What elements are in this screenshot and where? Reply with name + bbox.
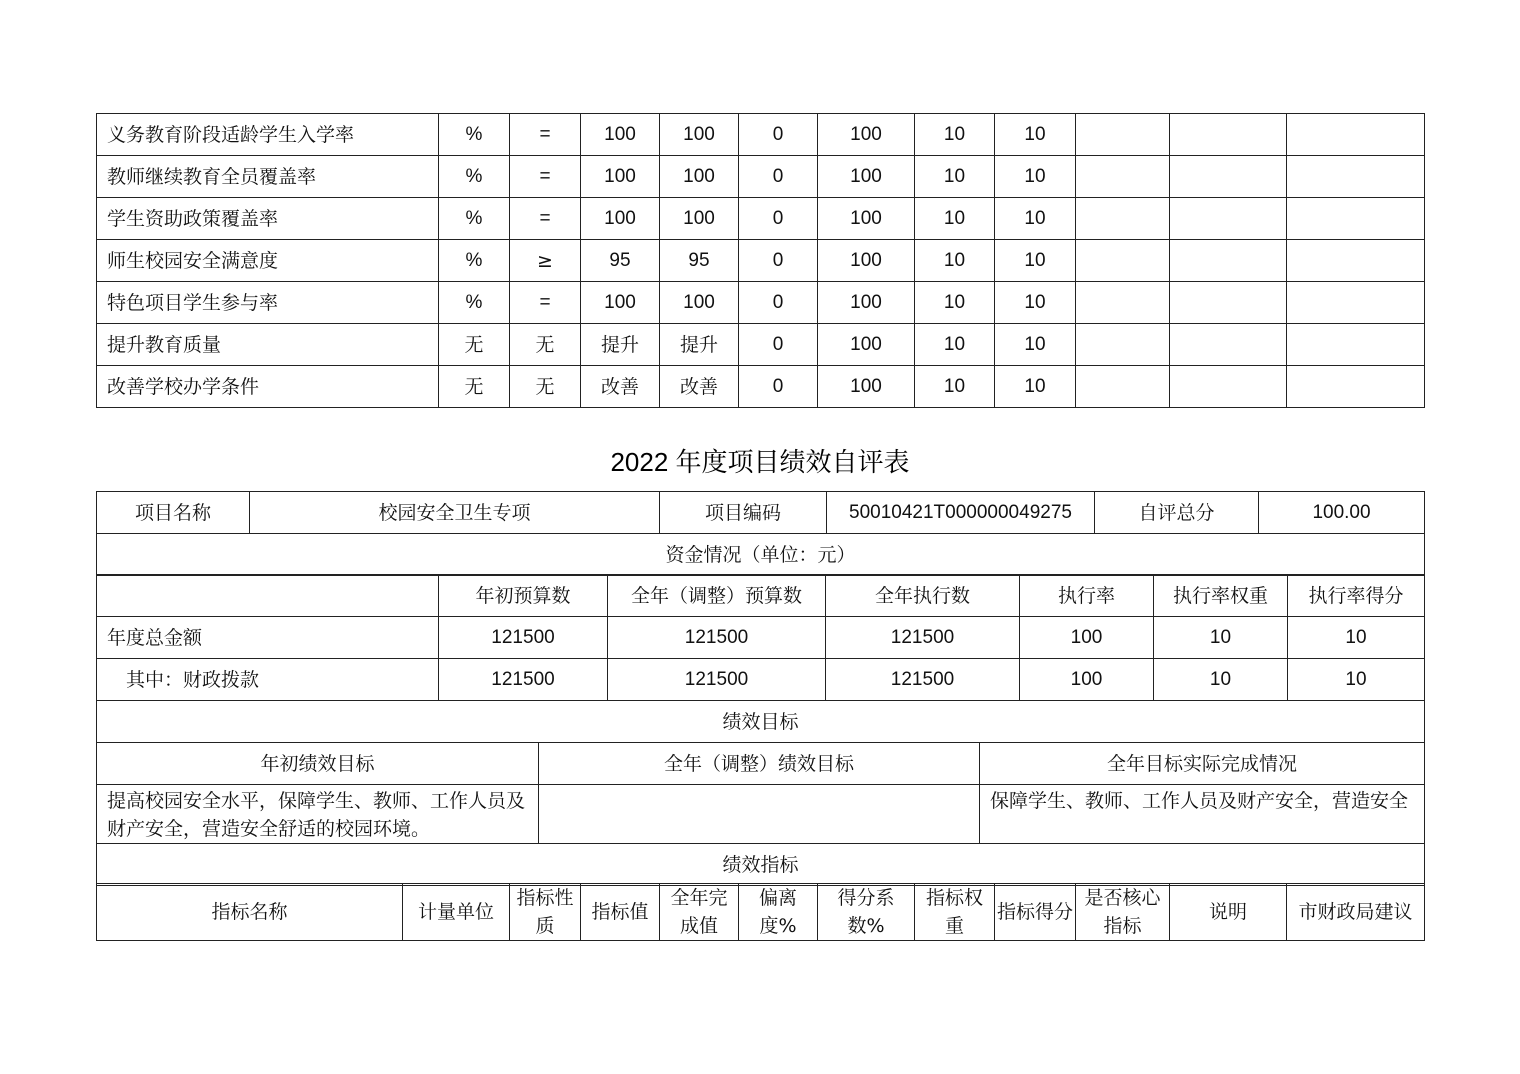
table-row <box>97 282 1425 324</box>
indicator-name-cell: 师生校园安全满意度 <box>97 240 439 282</box>
goals-table <box>96 742 1425 886</box>
indicator-continuation-body <box>97 114 1425 408</box>
table-cell: 0 <box>739 198 818 240</box>
table-row <box>97 617 1425 659</box>
indicator-name-cell: 特色项目学生参与率 <box>97 282 439 324</box>
table-row <box>97 659 1425 701</box>
table-cell: % <box>439 156 510 198</box>
table-cell: 100 <box>660 198 739 240</box>
table-cell: = <box>510 114 581 156</box>
table-cell: ≥ <box>510 240 581 282</box>
indicators-section-title: 绩效指标 <box>97 844 1425 886</box>
table-row <box>97 156 1425 198</box>
table-cell: 0 <box>739 156 818 198</box>
table-cell: 100 <box>818 282 915 324</box>
table-cell: 10 <box>995 240 1076 282</box>
table-cell <box>1076 240 1170 282</box>
table-cell: 提升 <box>581 324 660 366</box>
goals-section-title: 绩效目标 <box>97 701 1425 743</box>
column-header: 是否核心指标 <box>1076 884 1170 941</box>
column-header: 执行率 <box>1020 575 1154 617</box>
table-cell <box>1076 366 1170 408</box>
table-cell: 改善 <box>581 366 660 408</box>
table-cell: 100 <box>818 240 915 282</box>
table-cell <box>1287 240 1425 282</box>
table-cell <box>1076 156 1170 198</box>
indicator-name-cell: 义务教育阶段适龄学生入学率 <box>97 114 439 156</box>
table-cell: 100 <box>818 324 915 366</box>
table-cell: 0 <box>739 282 818 324</box>
goal-adjusted-text <box>539 785 980 844</box>
table-cell: 10 <box>1288 617 1425 659</box>
table-cell: 10 <box>995 324 1076 366</box>
table-cell <box>1287 198 1425 240</box>
table-cell: 100 <box>581 198 660 240</box>
column-header: 得分系数% <box>818 884 915 941</box>
table-cell: 无 <box>510 324 581 366</box>
column-header: 全年（调整）预算数 <box>608 575 826 617</box>
column-header: 说明 <box>1170 884 1287 941</box>
goals-header-actual: 全年目标实际完成情况 <box>980 743 1425 785</box>
table-cell: 10 <box>1154 659 1288 701</box>
table-cell: 121500 <box>608 617 826 659</box>
table-cell: 121500 <box>439 617 608 659</box>
column-header: 执行率得分 <box>1288 575 1425 617</box>
column-header: 指标权重 <box>915 884 995 941</box>
table-cell: 10 <box>915 324 995 366</box>
funds-table <box>96 574 1425 743</box>
indicator-name-cell: 提升教育质量 <box>97 324 439 366</box>
table-row <box>97 240 1425 282</box>
table-cell: 改善 <box>660 366 739 408</box>
table-cell: 100 <box>818 366 915 408</box>
table-cell: 100 <box>660 156 739 198</box>
table-cell <box>1170 198 1287 240</box>
table-cell: 100 <box>660 282 739 324</box>
column-header: 指标性质 <box>510 884 581 941</box>
project-code-value: 50010421T000000049275 <box>827 492 1095 534</box>
table-cell <box>1076 282 1170 324</box>
table-cell: % <box>439 114 510 156</box>
table-cell: 10 <box>915 282 995 324</box>
project-name-value: 校园安全卫生专项 <box>250 492 660 534</box>
table-cell: 100 <box>660 114 739 156</box>
table-cell <box>1287 324 1425 366</box>
goals-header-adjusted: 全年（调整）绩效目标 <box>539 743 980 785</box>
table-cell: 提升 <box>660 324 739 366</box>
table-cell: % <box>439 240 510 282</box>
column-header: 执行率权重 <box>1154 575 1288 617</box>
goal-actual-text: 保障学生、教师、工作人员及财产安全，营造安全 <box>980 785 1425 844</box>
table-cell: 121500 <box>826 659 1020 701</box>
table-cell: = <box>510 198 581 240</box>
table-cell: = <box>510 156 581 198</box>
table-cell <box>1076 114 1170 156</box>
table-cell <box>1170 156 1287 198</box>
table-cell: 95 <box>581 240 660 282</box>
table-cell: 10 <box>1154 617 1288 659</box>
table-cell: = <box>510 282 581 324</box>
table-cell: 100 <box>1020 659 1154 701</box>
project-info-table <box>96 491 1425 576</box>
fund-row-label: 年度总金额 <box>97 617 439 659</box>
table-cell: 121500 <box>826 617 1020 659</box>
table-cell <box>1170 366 1287 408</box>
table-cell <box>1076 324 1170 366</box>
project-name-label: 项目名称 <box>97 492 250 534</box>
indicator-name-cell: 教师继续教育全员覆盖率 <box>97 156 439 198</box>
table-cell: 100 <box>818 198 915 240</box>
table-cell: 100 <box>581 156 660 198</box>
column-header: 年初预算数 <box>439 575 608 617</box>
funds-body <box>97 617 1425 701</box>
table-cell <box>1287 366 1425 408</box>
table-cell <box>1170 114 1287 156</box>
table-cell: 95 <box>660 240 739 282</box>
funds-header-row <box>97 575 1425 617</box>
column-header: 偏离度% <box>739 884 818 941</box>
table-cell: 无 <box>439 366 510 408</box>
table-cell: % <box>439 198 510 240</box>
table-cell: 100 <box>818 156 915 198</box>
fund-row-label: 其中：财政拨款 <box>97 659 439 701</box>
table-cell: 10 <box>915 156 995 198</box>
indicator-name-cell: 改善学校办学条件 <box>97 366 439 408</box>
column-header: 指标得分 <box>995 884 1076 941</box>
table-cell <box>1287 156 1425 198</box>
form-title: 2022 年度项目绩效自评表 <box>610 447 910 477</box>
column-header: 全年执行数 <box>826 575 1020 617</box>
table-cell: 0 <box>739 366 818 408</box>
goals-header-initial: 年初绩效目标 <box>97 743 539 785</box>
table-cell: 121500 <box>439 659 608 701</box>
funds-section-title: 资金情况（单位：元） <box>97 534 1425 576</box>
table-cell: 100 <box>818 114 915 156</box>
column-header: 指标值 <box>581 884 660 941</box>
table-cell: 10 <box>915 240 995 282</box>
table-cell: 121500 <box>608 659 826 701</box>
table-cell: 10 <box>915 114 995 156</box>
table-cell <box>1287 282 1425 324</box>
table-cell <box>1170 324 1287 366</box>
indicator-continuation-table <box>96 113 1425 408</box>
table-cell: 10 <box>915 198 995 240</box>
table-cell: 10 <box>1288 659 1425 701</box>
score-label: 自评总分 <box>1095 492 1259 534</box>
table-cell: 10 <box>995 282 1076 324</box>
table-cell: % <box>439 282 510 324</box>
table-row <box>97 198 1425 240</box>
table-cell: 10 <box>995 366 1076 408</box>
table-cell: 无 <box>510 366 581 408</box>
table-row <box>97 366 1425 408</box>
indicator-name-cell: 学生资助政策覆盖率 <box>97 198 439 240</box>
goal-initial-text: 提高校园安全水平，保障学生、教师、工作人员及财产安全，营造安全舒适的校园环境。 <box>97 785 539 844</box>
score-value: 100.00 <box>1259 492 1425 534</box>
indicators-header-row <box>97 884 1425 941</box>
table-cell: 10 <box>995 156 1076 198</box>
table-cell: 无 <box>439 324 510 366</box>
column-header <box>97 575 439 617</box>
table-cell: 100 <box>581 282 660 324</box>
table-cell <box>1170 240 1287 282</box>
table-cell: 100 <box>1020 617 1154 659</box>
table-cell: 0 <box>739 114 818 156</box>
column-header: 全年完成值 <box>660 884 739 941</box>
table-cell <box>1287 114 1425 156</box>
column-header: 计量单位 <box>403 884 510 941</box>
table-cell: 0 <box>739 324 818 366</box>
indicators-header-table <box>96 883 1425 941</box>
column-header: 指标名称 <box>97 884 403 941</box>
table-cell <box>1170 282 1287 324</box>
table-cell: 100 <box>581 114 660 156</box>
column-header: 市财政局建议 <box>1287 884 1425 941</box>
table-row <box>97 114 1425 156</box>
table-cell: 10 <box>995 198 1076 240</box>
table-cell <box>1076 198 1170 240</box>
table-cell: 0 <box>739 240 818 282</box>
project-code-label: 项目编码 <box>660 492 827 534</box>
table-cell: 10 <box>915 366 995 408</box>
table-cell: 10 <box>995 114 1076 156</box>
table-row <box>97 324 1425 366</box>
